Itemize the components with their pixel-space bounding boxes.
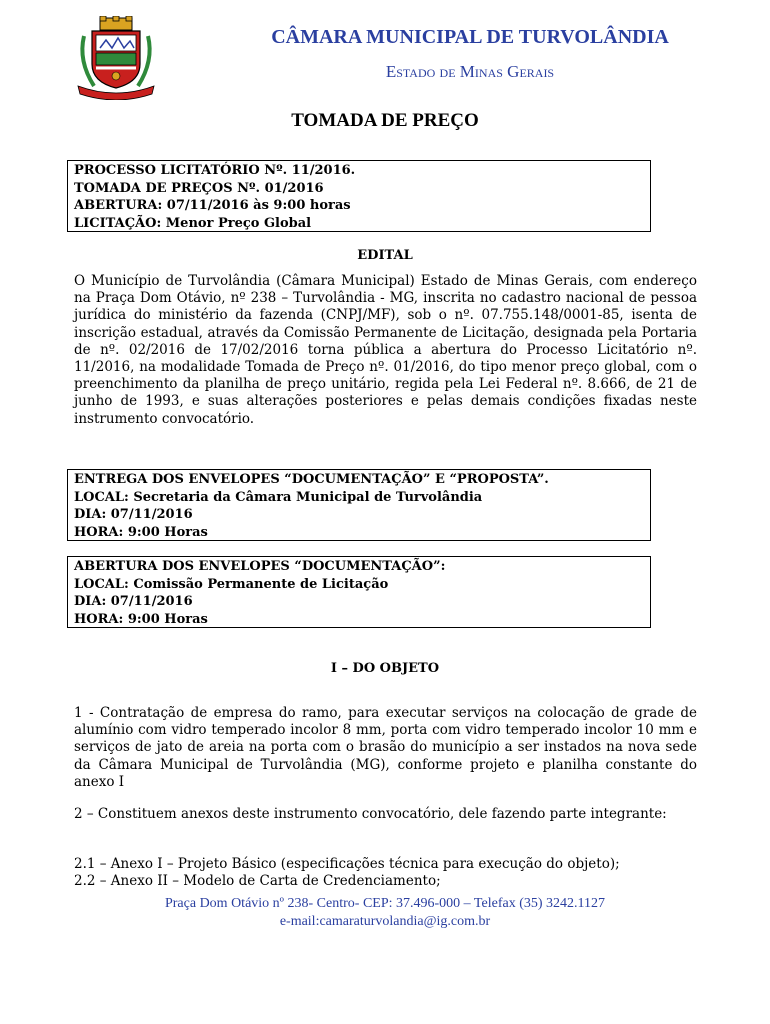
process-number: PROCESSO LICITATÓRIO Nº. 11/2016.: [74, 163, 356, 178]
annex-item-1: 2.1 – Anexo I – Projeto Básico (especificações técnica para execução do objeto);: [74, 856, 620, 872]
opening-info-box: [67, 556, 651, 628]
delivery-hour: HORA: 9:00 Horas: [74, 524, 208, 540]
annex-item-2: 2.2 – Anexo II – Modelo de Carta de Credenciamento;: [74, 873, 441, 890]
bidding-type: LICITAÇÃO: Menor Preço Global: [74, 215, 312, 231]
objeto-item-2: 2 – Constituem anexos deste instrumento convocatório, dele fazendo parte integrante:: [74, 806, 667, 822]
chamber-title: CÂMARA MUNICIPAL DE TURVOLÂNDIA: [271, 26, 669, 48]
delivery-title: ENTREGA DOS ENVELOPES “DOCUMENTAÇÃO” E “PROPOSTA”.: [74, 472, 549, 487]
opening-title: ABERTURA DOS ENVELOPES “DOCUMENTAÇÃO”:: [74, 559, 446, 574]
delivery-day: DIA: 07/11/2016: [74, 507, 193, 522]
objeto-heading: I – DO OBJETO: [330, 661, 440, 676]
delivery-info-box: [67, 469, 651, 541]
opening-hour: HORA: 9:00 Horas: [74, 611, 208, 627]
annex-list: [74, 856, 697, 890]
objeto-item-1: 1 - Contratação de empresa do ramo, para executar serviços na colocação de grade de alumínio com vidro temperado incolor 8 mm, porta com vidro temperado incolor 10 mm e serviços de jato de areia na porta com o brasão do município a ser instados na nova sede da Câmara Municipal de Turvolândia (MG), conforme projeto e planilha constante do anexo I: [74, 705, 697, 790]
opening-day: DIA: 07/11/2016: [74, 594, 193, 609]
municipal-crest-logo: [74, 16, 158, 100]
footer-address: Praça Dom Otávio nº 238- Centro- CEP: 37.496-000 – Telefax (35) 3242.1127: [164, 896, 605, 911]
state-subtitle: Estado de Minas Gerais: [385, 62, 555, 81]
opening-location: LOCAL: Comissão Permanente de Licitação: [74, 576, 389, 592]
tomada-number: TOMADA DE PREÇOS Nº. 01/2016: [74, 180, 324, 196]
edital-heading: EDITAL: [357, 248, 413, 263]
edital-paragraph: O Município de Turvolândia (Câmara Municipal) Estado de Minas Gerais, com endereço na Praça Dom Otávio, nº 238 – Turvolândia - MG, inscrita no cadastro nacional de pessoa jurídica do ministério da fazenda (CNPJ/MF), sob o nº. 07.755.148/0001-85, isenta de inscrição estadual, através da Comissão Permanente de Licitação, designada pela Portaria de nº. 02/2016 de 17/02/2016 torna pública a abertura do Processo Licitatório nº. 11/2016, na modalidade Tomada de Preço nº. 01/2016, do tipo menor preço global, com o preenchimento da planilha de preço unitário, regida pela Lei Federal nº. 8.666, de 21 de junho de 1993, e suas alterações posteriores e pelas demais condições fixadas neste instrumento convocatório.: [74, 273, 697, 427]
delivery-location: LOCAL: Secretaria da Câmara Municipal de Turvolândia: [74, 489, 483, 505]
opening-date: ABERTURA: 07/11/2016 às 9:00 horas: [74, 198, 351, 213]
process-info-box: [67, 160, 651, 232]
footer-email: e-mail:camaraturvolandia@ig.com.br: [279, 914, 491, 929]
document-title: TOMADA DE PREÇO: [291, 110, 479, 131]
